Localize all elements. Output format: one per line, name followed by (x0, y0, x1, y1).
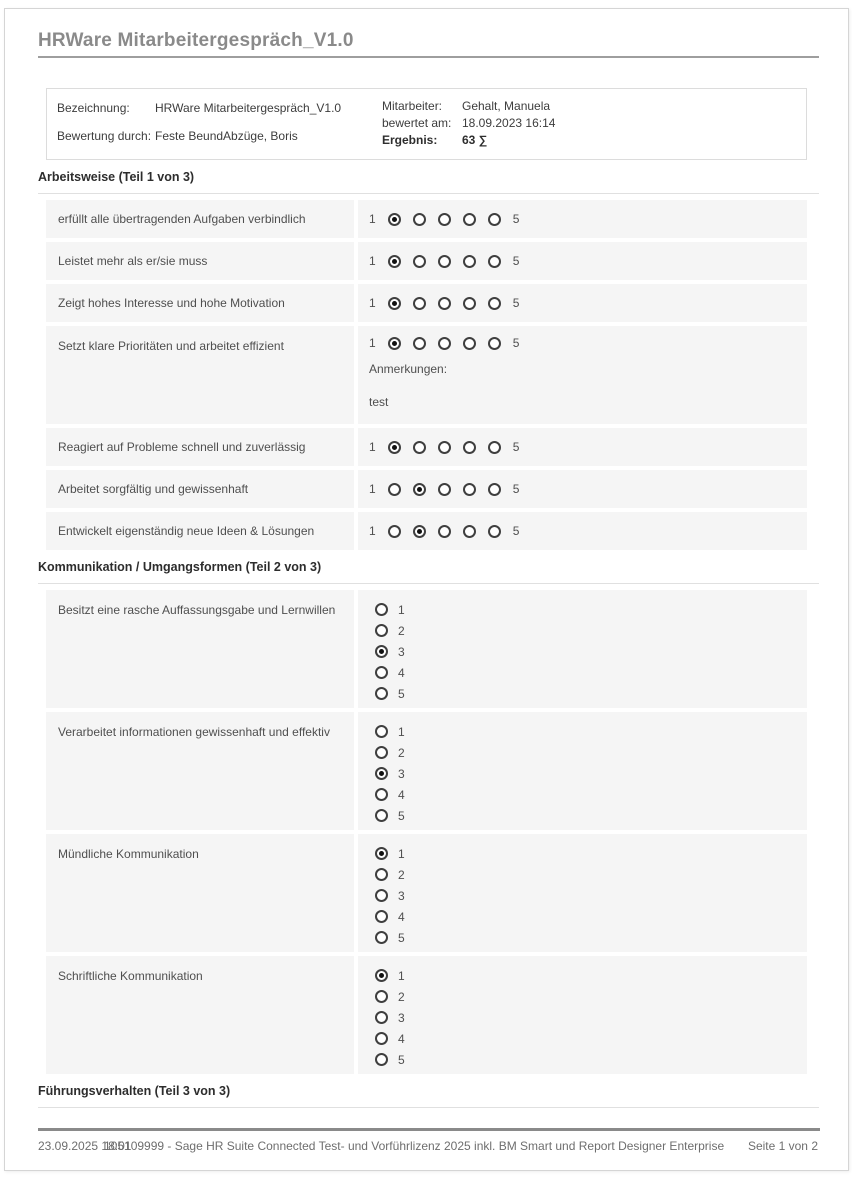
bezeichnung-value: HRWare Mitarbeitergespräch_V1.0 (155, 101, 342, 115)
radio-option-1[interactable] (388, 525, 401, 538)
rating-cell (358, 200, 807, 238)
scale-option-label: 3 (398, 888, 405, 903)
section (38, 560, 819, 1074)
bewertung-durch-label: Bewertung durch: (57, 129, 152, 143)
rating-cell (358, 428, 807, 466)
bewertung-durch-value: Feste BeundAbzüge, Boris (155, 129, 298, 143)
question-label: Entwickelt eigenständig neue Ideen & Lösungen (46, 512, 354, 550)
radio-option-5[interactable] (488, 441, 501, 454)
section-title: Führungsverhalten (Teil 3 von 3) (38, 1084, 819, 1108)
field-bewertet-am (382, 115, 806, 132)
rating-group (369, 524, 519, 538)
question-label: Mündliche Kommunikation (46, 834, 354, 952)
radio-option-4[interactable] (463, 483, 476, 496)
radio-option-1[interactable] (375, 725, 388, 738)
scale-min-label: 1 (369, 212, 376, 226)
question-label: Zeigt hohes Interesse und hohe Motivation (46, 284, 354, 322)
radio-option-4[interactable] (463, 297, 476, 310)
scale-option-label: 5 (398, 686, 405, 701)
question-row (46, 284, 807, 322)
rating-option-row (375, 683, 807, 704)
rating-option-row (375, 986, 807, 1007)
rating-cell (358, 326, 807, 424)
radio-option-5[interactable] (488, 255, 501, 268)
question-row (46, 512, 807, 550)
rating-cell (358, 834, 807, 952)
rating-option-row (375, 641, 807, 662)
rating-group (369, 254, 519, 268)
radio-option-4[interactable] (375, 666, 388, 679)
rating-cell (358, 284, 807, 322)
rating-option-row (375, 742, 807, 763)
radio-option-3[interactable] (438, 337, 451, 350)
radio-option-4[interactable] (463, 525, 476, 538)
radio-option-3[interactable] (438, 483, 451, 496)
rating-option-row (375, 784, 807, 805)
bewertet-am-label: bewertet am: (382, 116, 452, 130)
ergebnis-label: Ergebnis: (382, 133, 438, 147)
question-row (46, 956, 807, 1074)
report-footer (38, 1128, 820, 1156)
rating-cell (358, 956, 807, 1074)
note-label: Anmerkungen: (369, 362, 448, 376)
radio-option-2[interactable] (375, 624, 388, 637)
scale-option-label: 4 (398, 1031, 405, 1046)
radio-option-2[interactable] (413, 297, 426, 310)
scale-option-label: 4 (398, 909, 405, 924)
scale-max-label: 5 (512, 254, 520, 268)
radio-option-3[interactable] (375, 645, 388, 658)
radio-option-5[interactable] (375, 809, 388, 822)
radio-option-5[interactable] (375, 687, 388, 700)
scale-option-label: 3 (398, 644, 405, 659)
scale-max-label: 5 (512, 440, 520, 454)
rating-group (369, 212, 519, 226)
radio-option-4[interactable] (463, 213, 476, 226)
question-row (46, 712, 807, 830)
scale-max-label: 5 (512, 482, 520, 496)
rating-option-row (375, 885, 807, 906)
radio-option-5[interactable] (375, 931, 388, 944)
rating-option-row (375, 599, 807, 620)
rating-cell (358, 242, 807, 280)
radio-option-4[interactable] (463, 441, 476, 454)
radio-option-5[interactable] (488, 525, 501, 538)
scale-max-label: 5 (512, 524, 520, 538)
question-label: Leistet mehr als er/sie muss (46, 242, 354, 280)
radio-option-3[interactable] (375, 767, 388, 780)
radio-option-3[interactable] (438, 525, 451, 538)
radio-option-1[interactable] (388, 213, 401, 226)
rating-option-row (375, 843, 807, 864)
scale-option-label: 1 (398, 968, 405, 983)
radio-option-2[interactable] (413, 483, 426, 496)
rating-option-row (375, 965, 807, 986)
scale-max-label: 5 (512, 296, 520, 310)
scale-option-label: 2 (398, 623, 405, 638)
header-box (46, 88, 807, 160)
radio-option-4[interactable] (463, 337, 476, 350)
radio-option-3[interactable] (375, 889, 388, 902)
rating-option-row (375, 1049, 807, 1070)
mitarbeiter-value: Gehalt, Manuela (462, 99, 551, 113)
radio-option-1[interactable] (388, 337, 401, 350)
scale-max-label: 5 (512, 212, 520, 226)
scale-option-label: 1 (398, 602, 405, 617)
rating-cell (358, 512, 807, 550)
section (38, 170, 819, 550)
radio-option-2[interactable] (413, 441, 426, 454)
question-row (46, 200, 807, 238)
scale-option-label: 2 (398, 867, 405, 882)
bezeichnung-label: Bezeichnung: (57, 101, 130, 115)
radio-option-1[interactable] (375, 603, 388, 616)
field-mitarbeiter (382, 98, 806, 115)
question-label: Setzt klare Prioritäten und arbeitet effizient (46, 326, 354, 424)
scale-option-label: 2 (398, 745, 405, 760)
rating-option-row (375, 906, 807, 927)
question-label: Arbeitet sorgfältig und gewissenhaft (46, 470, 354, 508)
radio-option-2[interactable] (375, 990, 388, 1003)
note-text: test (369, 395, 389, 409)
rating-cell (358, 590, 807, 708)
rating-group (369, 440, 519, 454)
radio-option-1[interactable] (375, 969, 388, 982)
header-left-column (57, 97, 382, 149)
scale-option-label: 4 (398, 665, 405, 680)
radio-option-3[interactable] (438, 441, 451, 454)
scale-option-label: 5 (398, 808, 405, 823)
header-right-column (382, 97, 806, 149)
rating-option-row (375, 864, 807, 885)
rating-cell (358, 712, 807, 830)
radio-option-5[interactable] (488, 213, 501, 226)
report-page (4, 8, 849, 1171)
question-row (46, 326, 807, 424)
radio-option-1[interactable] (388, 441, 401, 454)
scale-min-label: 1 (369, 336, 376, 350)
section-rows (46, 590, 807, 1074)
question-row (46, 834, 807, 952)
radio-option-4[interactable] (463, 255, 476, 268)
rating-option-row (375, 927, 807, 948)
scale-max-label: 5 (512, 336, 520, 350)
rating-option-row (375, 620, 807, 641)
radio-option-5[interactable] (375, 1053, 388, 1066)
radio-option-4[interactable] (375, 910, 388, 923)
scale-option-label: 5 (398, 930, 405, 945)
radio-option-3[interactable] (438, 255, 451, 268)
radio-option-4[interactable] (375, 1032, 388, 1045)
radio-option-2[interactable] (413, 213, 426, 226)
rating-option-row (375, 721, 807, 742)
scale-min-label: 1 (369, 524, 376, 538)
radio-option-2[interactable] (375, 746, 388, 759)
mitarbeiter-label: Mitarbeiter: (382, 99, 443, 113)
radio-option-1[interactable] (388, 297, 401, 310)
ergebnis-value: 63 ∑ (462, 133, 488, 147)
radio-option-5[interactable] (488, 483, 501, 496)
scale-option-label: 3 (398, 1010, 405, 1025)
sections-container (38, 170, 819, 1108)
radio-option-3[interactable] (375, 1011, 388, 1024)
rating-group (369, 336, 519, 350)
question-label: Reagiert auf Probleme schnell und zuverlässig (46, 428, 354, 466)
radio-option-3[interactable] (438, 213, 451, 226)
scale-min-label: 1 (369, 296, 376, 310)
question-row (46, 470, 807, 508)
footer-datetime: 23.09.2025 18:01 (38, 1139, 132, 1153)
question-row (46, 590, 807, 708)
section-title: Kommunikation / Umgangsformen (Teil 2 von 3) (38, 560, 819, 584)
radio-option-3[interactable] (438, 297, 451, 310)
radio-option-2[interactable] (413, 337, 426, 350)
question-row (46, 242, 807, 280)
scale-option-label: 3 (398, 766, 405, 781)
bewertet-am-value: 18.09.2023 16:14 (462, 116, 556, 130)
radio-option-1[interactable] (375, 847, 388, 860)
radio-option-5[interactable] (488, 297, 501, 310)
question-label: Verarbeitet informationen gewissenhaft und effektiv (46, 712, 354, 830)
radio-option-2[interactable] (375, 868, 388, 881)
scale-option-label: 2 (398, 989, 405, 1004)
question-row (46, 428, 807, 466)
radio-option-4[interactable] (375, 788, 388, 801)
page-title: HRWare Mitarbeitergespräch_V1.0 (38, 30, 819, 58)
radio-option-2[interactable] (413, 255, 426, 268)
section-title: Arbeitsweise (Teil 1 von 3) (38, 170, 819, 194)
rating-option-row (375, 805, 807, 826)
radio-option-2[interactable] (413, 525, 426, 538)
scale-option-label: 1 (398, 724, 405, 739)
radio-option-1[interactable] (388, 483, 401, 496)
section-rows (46, 200, 807, 550)
scale-min-label: 1 (369, 254, 376, 268)
scale-min-label: 1 (369, 482, 376, 496)
rating-option-row (375, 763, 807, 784)
scale-option-label: 5 (398, 1052, 405, 1067)
radio-option-1[interactable] (388, 255, 401, 268)
rating-group (369, 296, 519, 310)
scale-option-label: 4 (398, 787, 405, 802)
question-label: Besitzt eine rasche Auffassungsgabe und Lernwillen (46, 590, 354, 708)
radio-option-5[interactable] (488, 337, 501, 350)
scale-min-label: 1 (369, 440, 376, 454)
field-ergebnis (382, 132, 806, 149)
question-label: erfüllt alle übertragenden Aufgaben verbindlich (46, 200, 354, 238)
footer-page-info: Seite 1 von 2 (747, 1139, 818, 1153)
rating-option-row (375, 662, 807, 683)
field-bewertung-durch (57, 129, 382, 143)
rating-option-row (375, 1007, 807, 1028)
scale-option-label: 1 (398, 846, 405, 861)
rating-group (369, 482, 519, 496)
rating-option-row (375, 1028, 807, 1049)
question-label: Schriftliche Kommunikation (46, 956, 354, 1074)
footer-license: 105109999 - Sage HR Suite Connected Test- und Vorführlizenz 2025 inkl. BM Smart und Report Designer Enterprise (104, 1139, 725, 1153)
section (38, 1084, 819, 1108)
rating-cell (358, 470, 807, 508)
field-bezeichnung (57, 101, 382, 115)
